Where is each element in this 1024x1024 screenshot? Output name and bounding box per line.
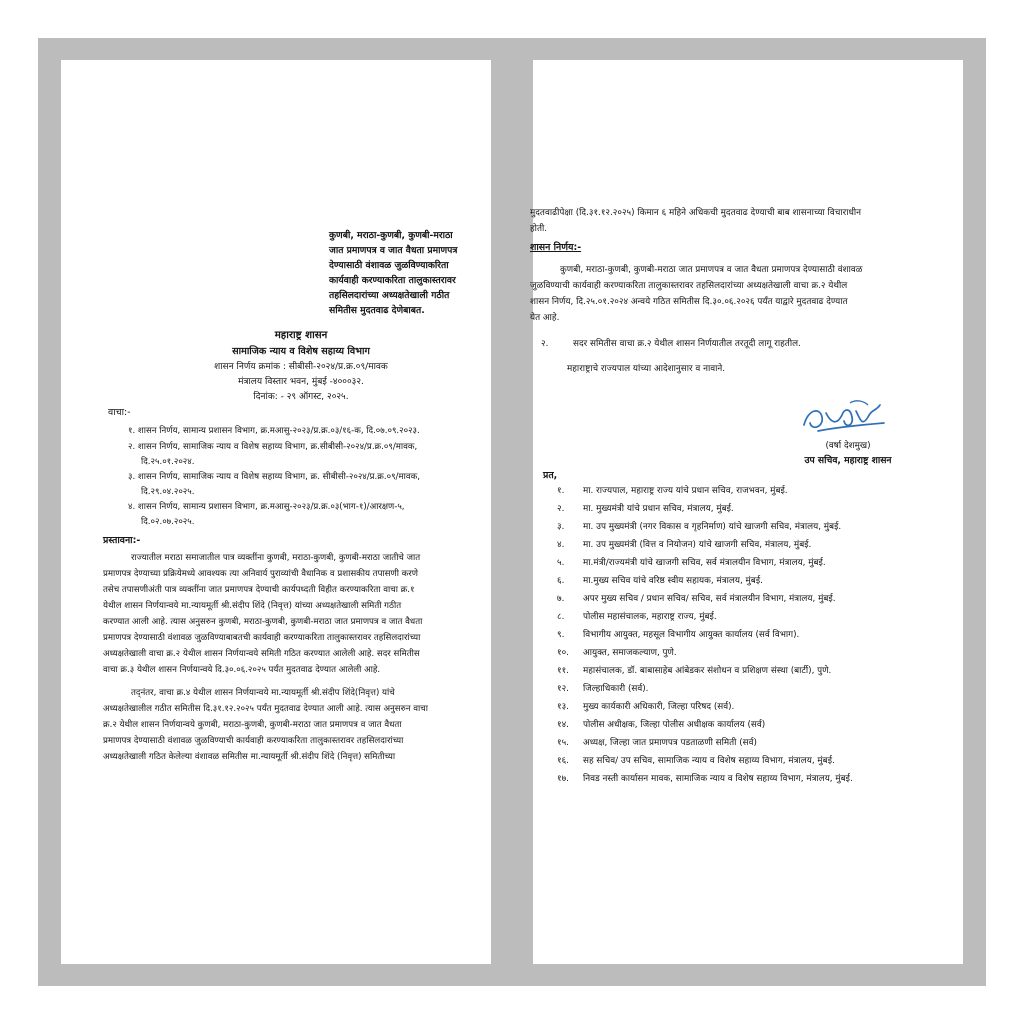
copy-item-number: २. [557, 504, 565, 514]
copy-item-number: ९. [557, 630, 565, 640]
copy-item-number: १६. [557, 756, 569, 766]
decision-line: जुळविण्याची कार्यवाही करण्याकरिता तालुकास्तरावर तहसिलदारांच्या अध्यक्षतेखाली वाचा क्र.२ येथील [530, 281, 848, 291]
copy-item-text: मा. राज्यपाल, महाराष्ट्र राज्य यांचे प्रधान सचिव, राजभवन, मुंबई. [583, 486, 788, 496]
copy-item-number: १५. [557, 738, 569, 748]
decision-line: येत आहे. [530, 313, 560, 323]
read-item: ४. शासन निर्णय, सामान्य प्रशासन विभाग, क्र.मआसु-२०२३/प्र.क्र.०३(भाग-१)/आरक्षण-५, [128, 502, 405, 512]
department-name: सामाजिक न्याय व विशेष सहाय्य विभाग [232, 346, 370, 357]
subject-line: तहसिलदारांच्या अध्यक्षतेखाली गठीत [329, 290, 450, 301]
preamble-line: अध्यक्षतेखाली गठित केलेल्या वंशावळ समितीस मा.न्यायमूर्ती श्री.संदीप शिंदे (निवृत्त) समितीच्या [103, 752, 396, 762]
copy-item-number: ४. [557, 540, 565, 550]
copy-item-number: ७. [557, 594, 565, 604]
copy-item-number: ६. [557, 576, 565, 586]
read-item: ३. शासन निर्णय, सामाजिक न्याय व विशेष सहाय्य विभाग, क्र. सीबीसी-२०२४/प्र.क्र.०९/मावक, [128, 472, 420, 482]
subject-line: जात प्रमाणपत्र व जात वैधता प्रमाणपत्र [329, 245, 458, 256]
preamble-line: प्रमाणपत्र देण्यासाठी वंशावळ जुळविण्याची कार्यवाही करण्याकरिता तालुकास्तरावर तहसिलदारांच्या [103, 736, 404, 746]
copy-item-number: १. [557, 486, 565, 496]
copy-item-text: अपर मुख्य सचिव / प्रधान सचिव/ सचिव, सर्व मंत्रालयीन विभाग, मंत्रालय, मुंबई. [583, 594, 836, 604]
copy-item-text: आयुक्त, समाजकल्याण, पुणे. [583, 648, 677, 658]
governor-order-line: महाराष्ट्राचे राज्यपाल यांच्या आदेशानुसार व नावाने. [567, 364, 726, 374]
preamble-line: तद्नंतर, वाचा क्र.४ येथील शासन निर्णयान्वये मा.न्यायमूर्ती श्री.संदीप शिंदे(निवृत्त) यांचे [131, 688, 395, 698]
decision-line: कुणबी, मराठा-कुणबी, कुणबी-मराठा जात प्रमाणपत्र व जात वैधता प्रमाणपत्र देण्यासाठी वंशावळ [560, 265, 863, 275]
subject-line: देण्यासाठी वंशावळ जुळविण्याकरिता [329, 260, 449, 271]
copy-item-number: १४. [557, 720, 569, 730]
subject-line: कार्यवाही करण्याकरिता तालुकास्तरावर [329, 275, 456, 286]
copy-item-number: ११. [557, 666, 569, 676]
subject-line: कुणबी, मराठा-कुणबी, कुणबी-मराठा [329, 230, 453, 241]
continuation-line: मुदतवाढीपेक्षा (दि.३१.१२.२०२५) किमान ६ महिने अधिकची मुदतवाढ देण्याची बाब शासनाच्या विचाराधीन [530, 208, 862, 218]
preamble-heading: प्रस्तावना:- [103, 535, 141, 546]
copy-item-text: मा. उप मुख्यमंत्री (वित्त व नियोजन) यांचे खाजगी सचिव, मंत्रालय, मुंबई. [583, 540, 812, 550]
preamble-line: करण्यात आली आहे. त्यास अनुसरुन कुणबी, मराठा-कुणबी, कुणबी-मराठा जात प्रमाणपत्र व जात वैधता [103, 617, 423, 627]
copy-item-text: मा. मुख्यमंत्री यांचे प्रधान सचिव, मंत्रालय, मुंबई. [583, 504, 734, 514]
copy-item-number: १०. [557, 648, 569, 658]
signer-title: उप सचिव, महाराष्ट्र शासन [804, 455, 892, 466]
copy-item-text: विभागीय आयुक्त, महसूल विभागीय आयुक्त कार्यालय (सर्व विभाग). [583, 630, 800, 640]
preamble-line: प्रमाणपत्र देण्याच्या प्रक्रियेमध्ये आवश्यक त्या अनिवार्य पुराव्यांची वैधानिक व प्रशासकीय तपासणी करणे [103, 569, 418, 579]
signature-image [798, 397, 888, 439]
document-page-2 [530, 60, 963, 964]
copy-item-number: ८. [557, 612, 565, 622]
signer-name: (वर्षा देशमुख) [825, 441, 871, 451]
copy-item-text: मा.मंत्री/राज्यमंत्री यांचे खाजगी सचिव, सर्व मंत्रालयीन विभाग, मंत्रालय, मुंबई. [583, 558, 826, 568]
copy-item-text: सह सचिव/ उप सचिव, सामाजिक न्याय व विशेष सहाय्य विभाग, मंत्रालय, मुंबई. [583, 756, 835, 766]
read-item: दि.२५.०१.२०२४. [141, 457, 195, 467]
copy-item-text: महासंचालक, डॉ. बाबासाहेब आंबेडकर संशोधन व प्रशिक्षण संस्था (बार्टी), पुणे. [583, 666, 832, 676]
preamble-line: अध्यक्षतेखालील गठीत समितीस दि.३१.१२.२०२५ पर्यंत मुदतवाढ देण्यात आली आहे. त्यास अनुसरुन वाचा [103, 704, 428, 714]
continuation-line: होती. [530, 224, 548, 234]
read-item: १. शासन निर्णय, सामान्य प्रशासन विभाग, क्र.मआसु-२०२३/प्र.क्र.०३/१६-क, दि.०७.०९.२०२३. [128, 426, 420, 436]
document-page-1 [61, 60, 491, 964]
copy-item-text: निवड नस्ती कार्यासन मावक, सामाजिक न्याय व विशेष सहाय्य विभाग, मंत्रालय, मुंबई. [583, 774, 853, 784]
order-number: शासन निर्णय क्रमांक : सीबीसी-२०२४/प्र.क्र.०९/मावक [214, 362, 388, 372]
copy-heading: प्रत, [543, 470, 558, 481]
preamble-line: प्रमाणपत्र देण्यासाठी वंशावळ जुळविण्याबाबतची कार्यवाही करण्याकरिता तालुकास्तरावर तहसिलदारांच्या [103, 633, 421, 643]
decision-heading: शासन निर्णय:- [530, 242, 582, 253]
preamble-line: अध्यक्षतेखाली वाचा क्र.२ येथील शासन निर्णयान्वये समिती गठित करण्यात आलेली आहे. सदर समितीस [103, 649, 420, 659]
copy-item-number: १७. [557, 774, 569, 784]
order-date: दिनांक: - २९ ऑगस्ट, २०२५. [253, 392, 349, 402]
copy-item-text: पोलीस महासंचालक, महाराष्ट्र राज्य, मुंबई. [583, 612, 717, 622]
copy-item-text: जिल्हाधिकारी (सर्व). [583, 684, 649, 694]
office-address: मंत्रालय विस्तार भवन, मुंबई -४०००३२. [238, 377, 364, 387]
copy-item-number: ३. [557, 522, 565, 532]
subject-line: समितीस मुदतवाढ देणेबाबत. [329, 305, 425, 316]
copy-item-text: मा. उप मुख्यमंत्री (नगर विकास व गृहनिर्माण) यांचे खाजगी सचिव, मंत्रालय, मुंबई. [583, 522, 842, 532]
clause-text: सदर समितीस वाचा क्र.२ येथील शासन निर्णयातील तरतूदी लागू राहतील. [573, 339, 801, 349]
copy-item-text: पोलीस अधीक्षक, जिल्हा पोलीस अधीक्षक कार्यालय (सर्व) [583, 720, 766, 730]
copy-item-text: मा.मुख्य सचिव यांचे वरिष्ठ स्वीय सहायक, मंत्रालय, मुंबई. [583, 576, 763, 586]
preamble-line: वाचा क्र.३ येथील शासन निर्णयान्वये दि.३०.०६.२०२५ पर्यंत मुदतवाढ देण्यात आलेली आहे. [103, 665, 381, 675]
copy-item-text: मुख्य कार्यकारी अधिकारी, जिल्हा परिषद (सर्व). [583, 702, 735, 712]
copy-item-number: १२. [557, 684, 569, 694]
preamble-line: राज्यातील मराठा समाजातील पात्र व्यक्तींना कुणबी, मराठा-कुणबी, कुणबी-मराठा जातीचे जात [131, 553, 421, 563]
preamble-line: क्र.२ येथील शासन निर्णयान्वये कुणबी, मराठा-कुणबी, कुणबी-मराठा जात प्रमाणपत्र व जात वैधता [103, 720, 402, 730]
read-heading: वाचा:- [108, 407, 131, 418]
preamble-line: येथील शासन निर्णयान्वये मा.न्यायमूर्ती श्री.संदीप शिंदे (निवृत्त) यांच्या अध्यक्षतेखाली समिती गठीत [103, 601, 402, 611]
preamble-line: तसेच तपासणीअंती पात्र व्यक्तींना जात प्रमाणपत्र देण्याची कार्यपध्दती विहीत करण्याकरिता वाचा क्र.१ [103, 585, 415, 595]
read-item: दि.०२.०७.२०२५. [141, 517, 195, 527]
government-name: महाराष्ट्र शासन [274, 330, 328, 341]
read-item: दि.२९.०४.२०२५. [141, 487, 195, 497]
clause-number: २. [541, 339, 549, 349]
decision-line: शासन निर्णय, दि.२५.०१.२०२४ अन्वये गठित समितीस दि.३०.०६.२०२६ पर्यंत याद्वारे मुदतवाढ देण्यात [530, 297, 848, 307]
read-item: २. शासन निर्णय, सामाजिक न्याय व विशेष सहाय्य विभाग, क्र.सीबीसी-२०२४/प्र.क्र.०९/मावक, [128, 442, 418, 452]
copy-item-number: ५. [557, 558, 565, 568]
copy-item-text: अध्यक्ष, जिल्हा जात प्रमाणपत्र पडताळणी समिती (सर्व) [583, 738, 757, 748]
copy-item-number: १३. [557, 702, 569, 712]
